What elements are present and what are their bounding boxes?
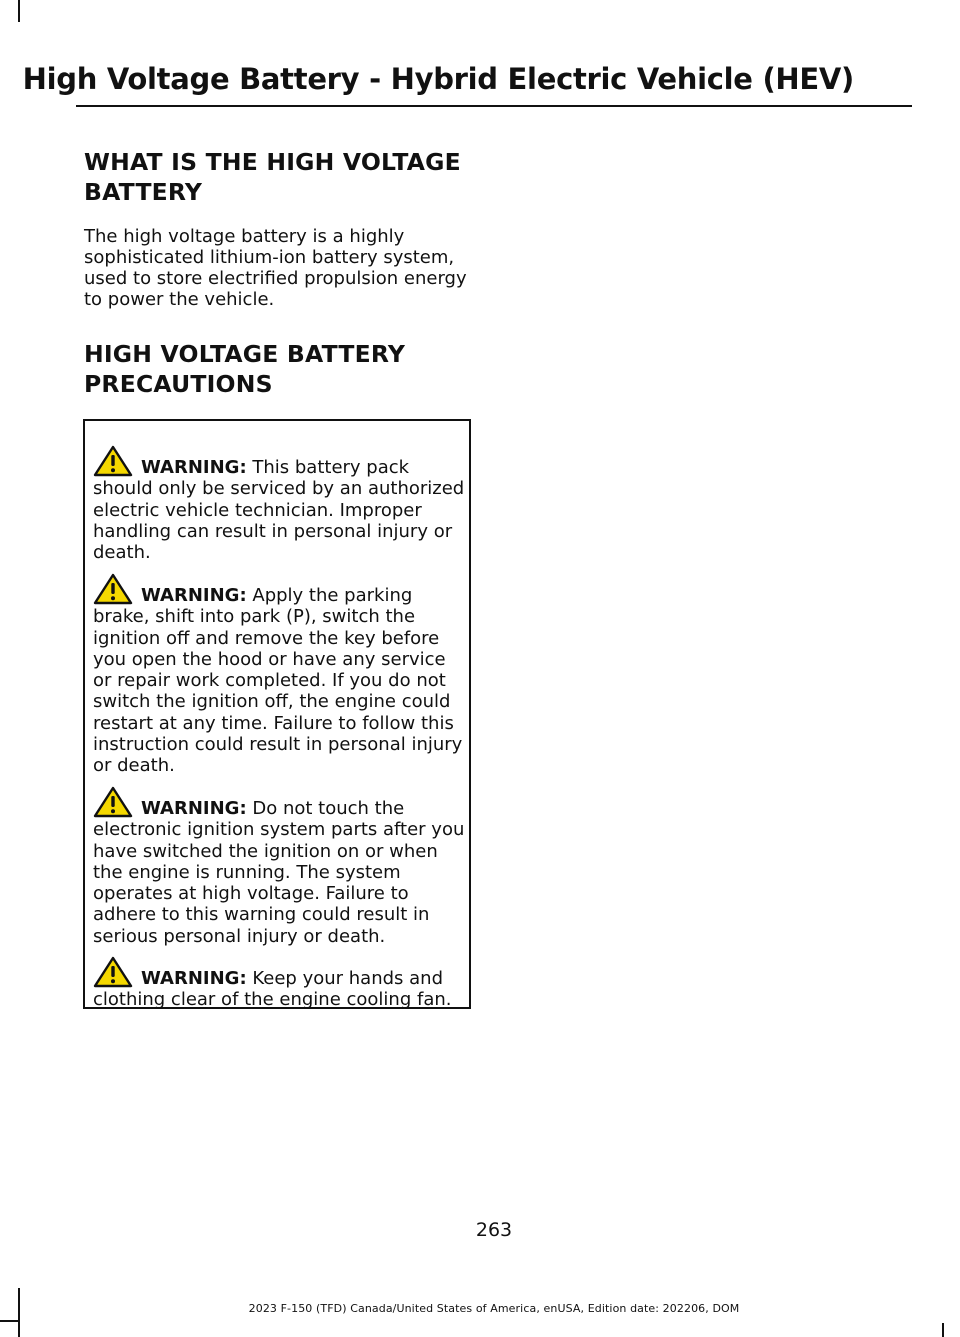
warning-text: Keep your hands and [252, 968, 444, 989]
warning-text: brake, shift into park (P), switch the [93, 606, 416, 628]
body-paragraph [84, 226, 476, 310]
warning-text: clothing clear of the engine cooling fan. [93, 989, 452, 1011]
warning-triangle-icon [93, 573, 133, 605]
warning-text: electronic ignition system parts after you [93, 819, 465, 841]
warning-text: electric vehicle technician. Improper [93, 499, 422, 521]
running-header-title: High Voltage Battery - Hybrid Electric Vehicle (HEV) [22, 62, 854, 96]
warning-text: death. [93, 542, 151, 564]
section-body-what-is-battery [84, 226, 476, 310]
warning-text: should only be serviced by an authorized [93, 478, 465, 500]
warning-text: restart at any time. Failure to follow this [93, 712, 454, 734]
page-number: 263 [475, 1219, 513, 1241]
warning-text: This battery pack [252, 457, 410, 478]
warning-2 [93, 573, 467, 777]
warnings-box [83, 419, 471, 1009]
warning-text: instruction could result in personal injury [93, 734, 463, 756]
heading-line: PRECAUTIONS [84, 370, 273, 398]
heading-line: BATTERY [84, 178, 203, 206]
body-line: sophisticated lithium-ion battery system, [84, 247, 455, 268]
warning-triangle-icon [93, 445, 133, 477]
section-what-is-battery [84, 147, 476, 207]
warning-label: WARNING: [141, 968, 247, 989]
warning-text: operates at high voltage. Failure to [93, 883, 409, 905]
warning-text: adhere to this warning could result in [93, 904, 430, 926]
warning-4 [93, 956, 467, 1011]
warning-label: WARNING: [141, 798, 247, 819]
warning-text: serious personal injury or death. [93, 925, 386, 947]
warning-triangle-icon [93, 786, 133, 818]
warning-label: WARNING: [141, 457, 247, 478]
body-line: The high voltage battery is a highly [84, 226, 405, 247]
warning-text: handling can result in personal injury or [93, 520, 453, 542]
header-rule [76, 105, 912, 107]
warning-text: have switched the ignition on or when [93, 840, 438, 862]
warning-text: ignition off and remove the key before [93, 627, 440, 649]
warning-text: you open the hood or have any service [93, 648, 446, 670]
warning-label: WARNING: [141, 585, 247, 606]
crop-mark-bottom-left-tick [0, 1320, 18, 1322]
warning-text: Do not touch the [252, 798, 405, 819]
warning-text: or death. [93, 755, 175, 777]
warning-text: the engine is running. The system [93, 861, 401, 883]
crop-mark-bottom-right [942, 1323, 944, 1337]
section-heading-what-is-battery [84, 147, 476, 207]
warning-text: switch the ignition off, the engine could [93, 691, 451, 713]
section-precautions [84, 339, 476, 399]
warning-text: or repair work completed. If you do not [93, 670, 446, 692]
body-line: used to store electrified propulsion energy [84, 268, 467, 289]
warning-text: Apply the parking [252, 585, 413, 606]
warning-triangle-icon [93, 956, 133, 988]
warning-1 [93, 445, 467, 563]
heading-line: HIGH VOLTAGE BATTERY [84, 340, 406, 368]
crop-mark-top-left [18, 0, 20, 22]
section-heading-precautions [84, 339, 476, 399]
heading-line: WHAT IS THE HIGH VOLTAGE [84, 148, 461, 176]
edition-footer: 2023 F-150 (TFD) Canada/United States of America, enUSA, Edition date: 202206, DOM [248, 1302, 740, 1315]
warning-3 [93, 786, 467, 947]
body-line: to power the vehicle. [84, 289, 275, 310]
